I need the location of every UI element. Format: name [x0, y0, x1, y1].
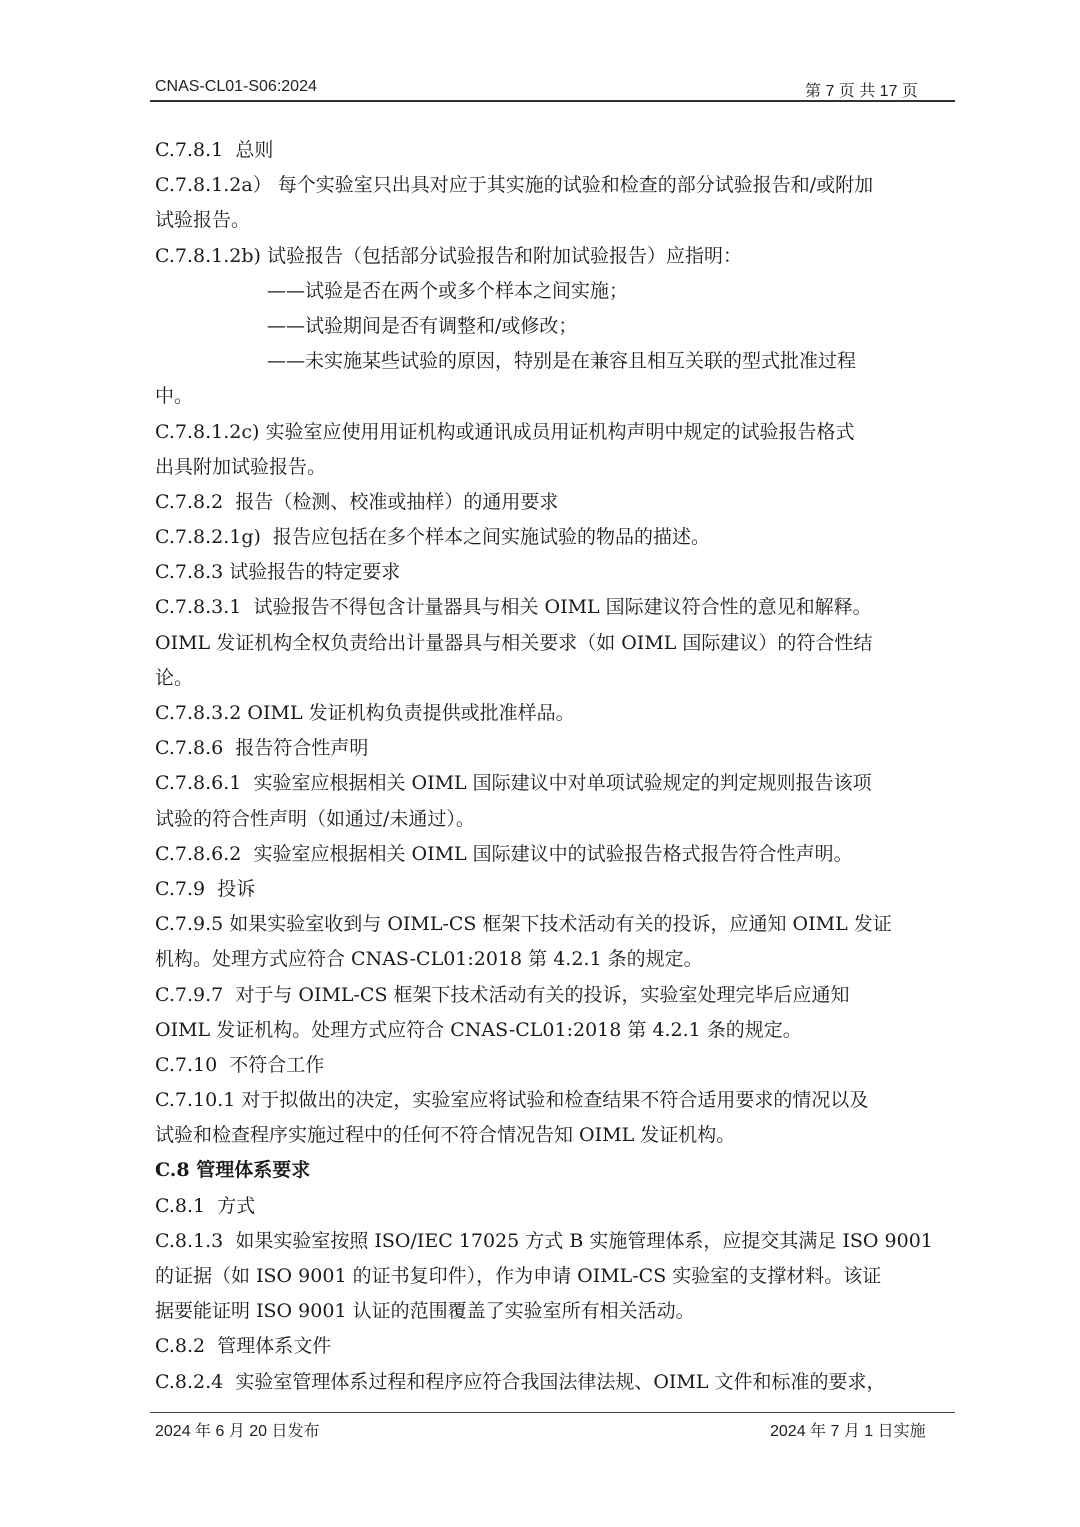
- header-rule: [150, 100, 955, 102]
- text-line: C.8.1 方式: [155, 1194, 256, 1217]
- text-line: C.7.9.5 如果实验室收到与 OIML-CS 框架下技术活动有关的投诉，应通知 OIML 发证: [155, 913, 892, 936]
- text-line: 机构。处理方式应符合 CNAS-CL01:2018 第 4.2.1 条的规定。: [155, 948, 703, 971]
- text-line: C.7.8.1 总则: [155, 139, 274, 161]
- text-line: OIML 发证机构。处理方式应符合 CNAS-CL01:2018 第 4.2.1 条的规定。: [155, 1018, 802, 1041]
- text-line: 中。: [155, 385, 194, 408]
- text-line: C.7.8.6.1 实验室应根据相关 OIML 国际建议中对单项试验规定的判定规则报告该项: [155, 772, 872, 795]
- text-line: C.8.2 管理体系文件: [155, 1335, 332, 1358]
- text-line: 试验和检查程序实施过程中的任何不符合情况告知 OIML 发证机构。: [155, 1124, 736, 1147]
- text-line: C.7.8.6.2 实验室应根据相关 OIML 国际建议中的试验报告格式报告符合性声明。: [155, 842, 853, 865]
- text-line: C.8.1.3 如果实验室按照 ISO/IEC 17025 方式 B 实施管理体系，应提交其满足 ISO 9001: [155, 1229, 933, 1252]
- text-line: 出具附加试验报告。: [155, 455, 327, 478]
- text-line: ——试验期间是否有调整和/或修改；: [267, 314, 578, 337]
- effective-date: 2024 年 7 月 1 日实施: [770, 1423, 926, 1440]
- text-line: C.8.2.4 实验室管理体系过程和程序应符合我国法律法规、OIML 文件和标准的要求，: [155, 1370, 886, 1393]
- document-code: CNAS-CL01-S06:2024: [155, 78, 317, 95]
- section-heading: C.8 管理体系要求: [155, 1159, 311, 1182]
- footer-rule: [150, 1412, 955, 1413]
- text-line: C.7.9 投诉: [155, 877, 256, 900]
- text-line: C.7.8.1.2b) 试验报告（包括部分试验报告和附加试验报告）应指明：: [155, 244, 742, 267]
- text-line: C.7.8.1.2c) 实验室应使用用证机构或通讯成员用证机构声明中规定的试验报告格式: [155, 420, 855, 443]
- text-line: C.7.9.7 对于与 OIML-CS 框架下技术活动有关的投诉，实验室处理完毕后应通知: [155, 983, 850, 1006]
- text-line: 试验的符合性声明（如通过/未通过）。: [155, 807, 475, 830]
- document-body: [155, 133, 955, 1400]
- issue-date: 2024 年 6 月 20 日发布: [155, 1423, 320, 1440]
- text-line: ——未实施某些试验的原因，特别是在兼容且相互关联的型式批准过程: [267, 350, 857, 373]
- text-line: C.7.8.2 报告（检测、校准或抽样）的通用要求: [155, 490, 559, 513]
- page-number: 第 7 页 共 17 页: [805, 83, 918, 100]
- text-line: C.7.8.2.1g) 报告应包括在多个样本之间实施试验的物品的描述。: [155, 526, 711, 549]
- text-line: 试验报告。: [155, 209, 251, 232]
- text-line: 据要能证明 ISO 9001 认证的范围覆盖了实验室所有相关活动。: [155, 1300, 695, 1323]
- text-line: C.7.8.1.2a） 每个实验室只出具对应于其实施的试验和检查的部分试验报告和/或附加: [155, 174, 874, 197]
- text-line: C.7.8.3 试验报告的特定要求: [155, 561, 401, 584]
- text-line: C.7.8.3.2 OIML 发证机构负责提供或批准样品。: [155, 702, 575, 724]
- text-line: 论。: [155, 666, 194, 689]
- text-line: OIML 发证机构全权负责给出计量器具与相关要求（如 OIML 国际建议）的符合性结: [155, 631, 873, 654]
- text-line: ——试验是否在两个或多个样本之间实施；: [267, 279, 629, 302]
- text-line: C.7.10 不符合工作: [155, 1053, 325, 1076]
- text-line: C.7.8.3.1 试验报告不得包含计量器具与相关 OIML 国际建议符合性的意见和解释。: [155, 596, 872, 619]
- text-line: C.7.10.1 对于拟做出的决定，实验室应将试验和检查结果不符合适用要求的情况以及: [155, 1089, 869, 1112]
- text-line: C.7.8.6 报告符合性声明: [155, 737, 369, 760]
- text-line: 的证据（如 ISO 9001 的证书复印件），作为申请 OIML-CS 实验室的支撑材料。该证: [155, 1265, 882, 1287]
